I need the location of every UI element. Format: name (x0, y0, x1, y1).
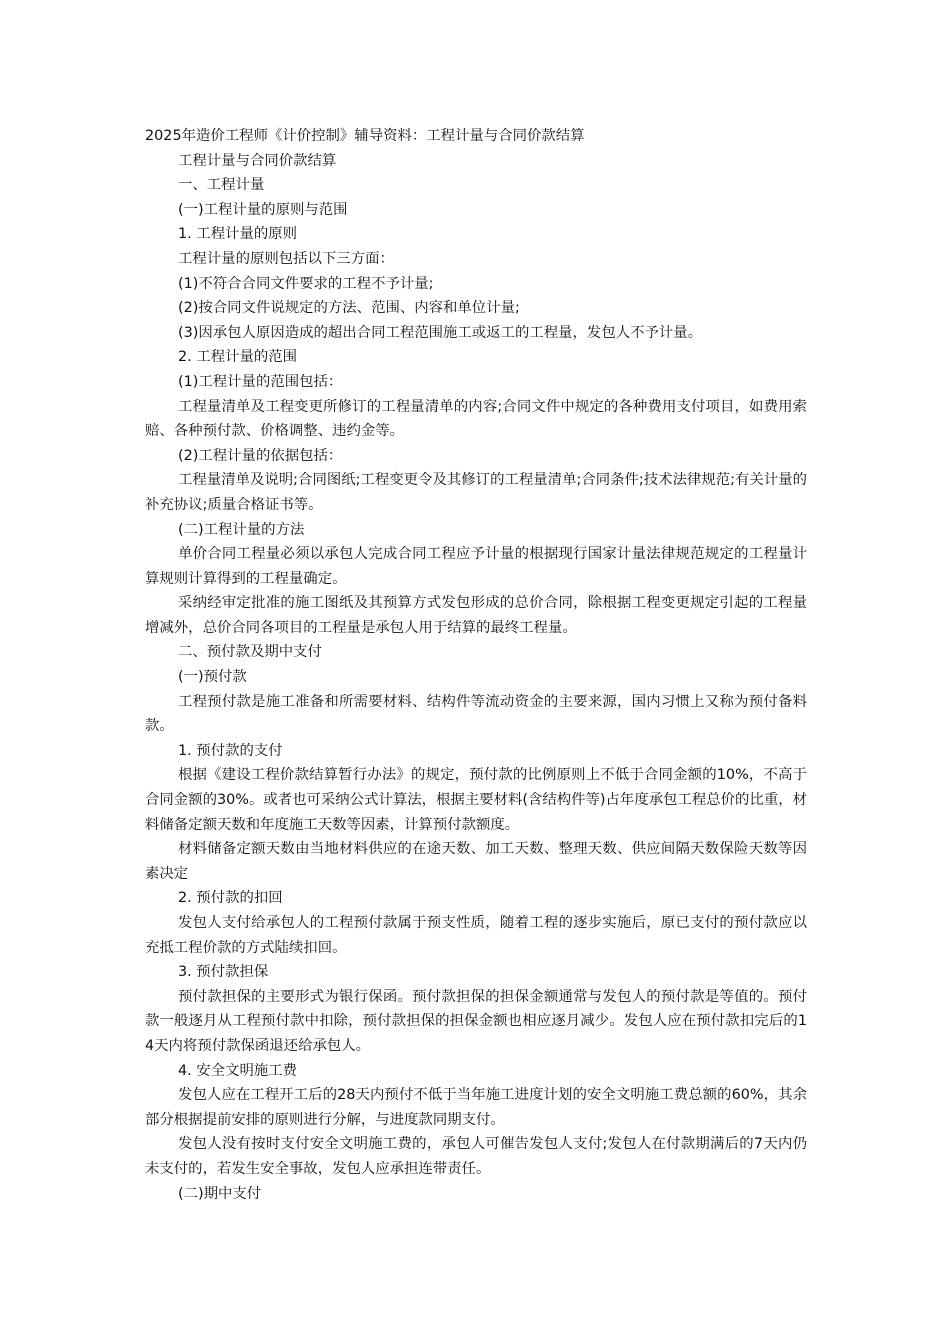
paragraph: 工程计量的原则包括以下三方面： (178, 250, 394, 267)
subsection-heading: (一)预付款 (178, 669, 247, 686)
list-item: (1)工程计量的范围包括： (178, 373, 343, 390)
document-title: 2025年造价工程师《计价控制》辅导资料：工程计量与合同价款结算 (145, 128, 585, 144)
paragraph: 采纳经审定批准的施工图纸及其预算方式发包形成的总价合同，除根据工程变更规定引起的工程量增减外，总价合同各项目的工程量是承包人用于结算的最终工程量。 (145, 595, 807, 636)
paragraph: 预付款担保的主要形式为银行保函。预付款担保的担保金额通常与发包人的预付款是等值的。预付款一般逐月从工程预付款中扣除，预付款担保的担保金额也相应逐月减少。发包人应在预付款扣完后的14天内将预付款保函退还给承包人。 (145, 988, 807, 1054)
list-item: (2)按合同文件说规定的方法、范围、内容和单位计量; (178, 300, 520, 317)
paragraph: 材料储备定额天数由当地材料供应的在途天数、加工天数、整理天数、供应间隔天数保险天数等因素决定 (145, 841, 807, 882)
list-item: (2)工程计量的依据包括： (178, 447, 343, 464)
item-heading: 1. 预付款的支付 (178, 742, 283, 759)
paragraph: 工程量清单及说明;合同图纸;工程变更令及其修订的工程量清单;合同条件;技术法律规范;有关计量的补充协议;质量合格证书等。 (145, 472, 807, 513)
document-body (145, 124, 807, 1206)
paragraph: 工程量清单及工程变更所修订的工程量清单的内容;合同文件中规定的各种费用支付项目，如费用索赔、各种预付款、价格调整、违约金等。 (145, 398, 807, 440)
item-heading: 1. 工程计量的原则 (178, 226, 298, 243)
list-item: (1)不符合合同文件要求的工程不予计量; (178, 275, 434, 292)
paragraph: 发包人没有按时支付安全文明施工费的，承包人可催告发包人支付;发包人在付款期满后的7天内仍未支付的，若发生安全事故，发包人应承担连带责任。 (145, 1136, 807, 1177)
section-heading: 工程计量与合同价款结算 (178, 152, 337, 169)
paragraph: 单价合同工程量必须以承包人完成合同工程应予计量的根据现行国家计量法律规范规定的工程量计算规则计算得到的工程量确定。 (145, 546, 807, 587)
list-item: (3)因承包人原因造成的超出合同工程范围施工或返工的工程量，发包人不予计量。 (178, 324, 703, 341)
paragraph: 根据《建设工程价款结算暂行办法》的规定，预付款的比例原则上不低于合同金额的10%，不高于合同金额的30%。或者也可采纳公式计算法，根据主要材料(含结构件等)占年度承包工程总价的比重，材料储备定额天数和年度施工天数等因素，计算预付款额度。 (145, 767, 808, 833)
item-heading: 2. 工程计量的范围 (178, 349, 298, 366)
subsection-heading: (二)期中支付 (178, 1185, 262, 1202)
section-heading: 一、工程计量 (178, 177, 265, 194)
subsection-heading: (一)工程计量的原则与范围 (178, 201, 348, 218)
paragraph: 工程预付款是施工准备和所需要材料、结构件等流动资金的主要来源，国内习惯上又称为预付备料款。 (145, 693, 807, 735)
paragraph: 发包人应在工程开工后的28天内预付不低于当年施工进度计划的安全文明施工费总额的60%，其余部分根据提前安排的原则进行分解，与进度款同期支付。 (145, 1087, 807, 1128)
item-heading: 4. 安全文明施工费 (178, 1062, 298, 1079)
subsection-heading: (二)工程计量的方法 (178, 521, 305, 538)
item-heading: 3. 预付款担保 (178, 964, 269, 981)
item-heading: 2. 预付款的扣回 (178, 890, 283, 907)
paragraph: 发包人支付给承包人的工程预付款属于预支性质，随着工程的逐步实施后，原已支付的预付款应以充抵工程价款的方式陆续扣回。 (145, 915, 807, 956)
section-heading: 二、预付款及期中支付 (178, 644, 322, 661)
